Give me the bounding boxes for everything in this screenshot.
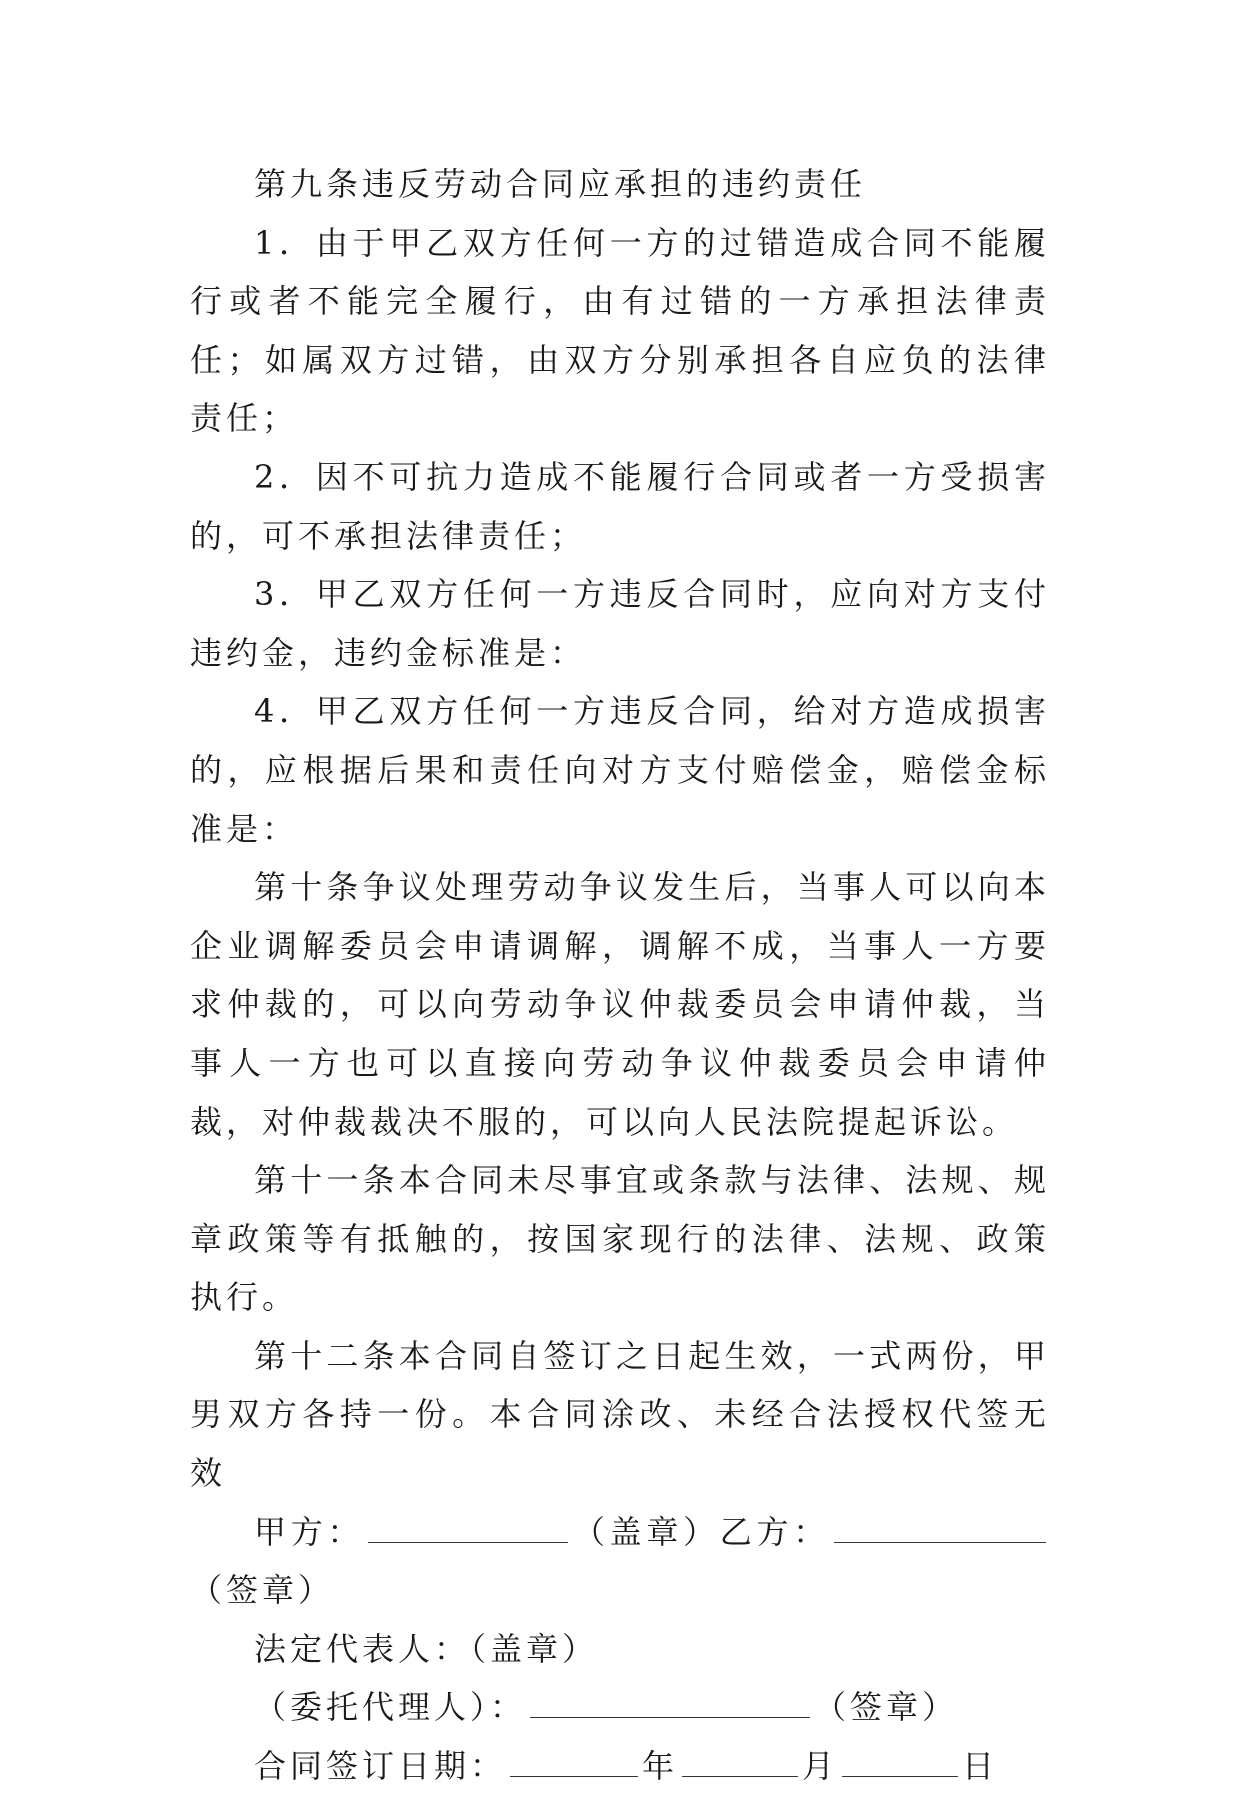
article9-item1: 1．由于甲乙双方任何一方的过错造成合同不能履行或者不能完全履行，由有过错的一方承担法律责任；如属双方过错，由双方分别承担各自应负的法律责任； [190,223,1050,438]
year-blank [510,1748,638,1777]
agent-sign-label: （签章） [814,1688,959,1727]
year-label: 年 [642,1747,679,1786]
sign-date-line [190,1737,1050,1796]
agent-blank [530,1689,810,1718]
party-b-blank [834,1514,1046,1543]
agent-label: （委托代理人）： [254,1688,527,1727]
date-label: 合同签订日期： [254,1747,507,1786]
party-a-label: 甲方： [254,1512,365,1551]
party-a-blank [368,1514,568,1543]
party-a-seal-label: （盖章）乙方： [572,1512,830,1551]
month-label: 月 [802,1747,839,1786]
article11: 第十一条本合同未尽事宜或条款与法律、法规、规章政策等有抵触的，按国家现行的法律、法规、政策执行。 [190,1161,1050,1317]
party-signature-line [190,1503,1050,1620]
article10: 第十条争议处理劳动争议发生后，当事人可以向本企业调解委员会申请调解，调解不成，当事人一方要求仲裁的，可以向劳动争议仲裁委员会申请仲裁，当事人一方也可以直接向劳动争议仲裁委员会申请仲裁，对仲裁裁决不服的，可以向人民法院提起诉讼。 [190,868,1050,1141]
day-label: 日 [962,1747,999,1786]
agent-line [190,1678,1050,1737]
article9-title: 第九条违反劳动合同应承担的违约责任 [254,165,867,203]
legal-representative: 法定代表人：（盖章） [254,1629,599,1668]
day-blank [842,1748,958,1777]
party-b-sign-label: （签章） [190,1571,335,1610]
month-blank [682,1748,798,1777]
article9-item3: 3．甲乙双方任何一方违反合同时，应向对方支付违约金，违约金标准是： [190,575,1050,672]
article9-item2: 2．因不可抗力造成不能履行合同或者一方受损害的，可不承担法律责任； [190,457,1050,555]
article9-item4: 4．甲乙双方任何一方违反合同，给对方造成损害的，应根据后果和责任向对方支付赔偿金，赔偿金标准是： [190,692,1050,848]
contract-page [190,155,1050,1796]
article12: 第十二条本合同自签订之日起生效，一式两份，甲男双方各持一份。本合同涂改、未经合法授权代签无效 [190,1336,1050,1493]
